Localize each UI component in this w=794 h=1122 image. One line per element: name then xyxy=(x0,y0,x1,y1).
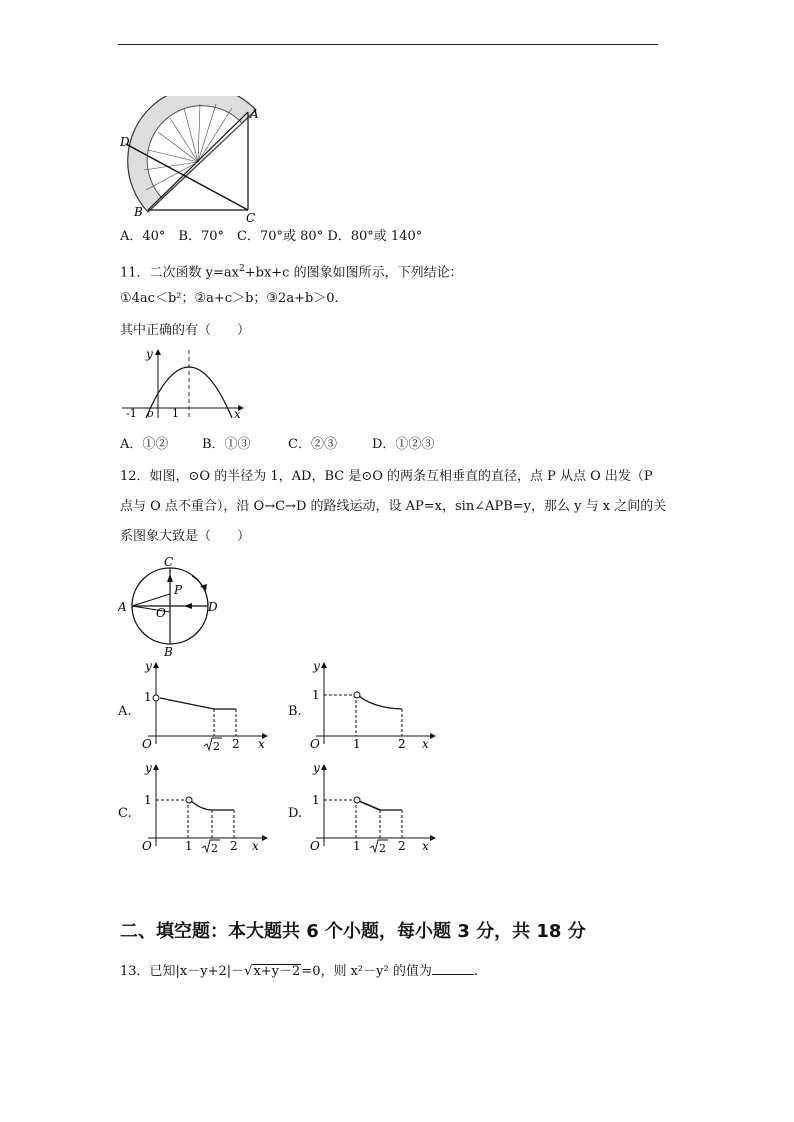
q11-ask: 其中正确的有（ ） xyxy=(120,323,251,338)
ga-o: O xyxy=(142,737,152,751)
q10-options: A．40° B．70° C．70°或 80° D．80°或 140° xyxy=(120,229,423,244)
graph-neg1: -1 xyxy=(126,407,137,420)
q13-pre: 13．已知|x－y+2|－ xyxy=(120,964,245,979)
gb-y: y xyxy=(313,659,320,673)
ga-x: x xyxy=(258,737,265,751)
graph-option-d xyxy=(306,760,442,856)
graph-y-label: y xyxy=(146,347,153,361)
label-c: C xyxy=(246,211,256,224)
gd-y: y xyxy=(313,761,320,775)
protractor-figure xyxy=(118,96,268,224)
gc-two: 2 xyxy=(230,839,238,853)
q11-stem-rest: +bx+c 的图象如图所示，下列结论： xyxy=(244,265,463,281)
q11-stem xyxy=(120,260,463,282)
q13-post: =0，则 x²－y² 的值为 xyxy=(301,964,432,979)
circle-label-c: C xyxy=(164,555,174,569)
label-b: B xyxy=(134,205,143,219)
gd-two: 2 xyxy=(398,839,406,853)
gd-one: 1 xyxy=(312,793,320,807)
parabola-graph xyxy=(118,346,248,420)
graph-one: 1 xyxy=(172,407,179,420)
answer-blank[interactable] xyxy=(432,962,474,975)
circle-label-p: P xyxy=(174,583,183,597)
q11-option-b: B．①③ xyxy=(202,437,251,452)
q12-option-a-label: A. xyxy=(118,704,132,719)
graph-origin: o xyxy=(147,407,154,420)
q12-line3: 系图象大致是（ ） xyxy=(120,529,251,544)
q12-option-b-label: B. xyxy=(288,704,302,719)
gd-o: O xyxy=(310,839,320,853)
gd-sqrt2 xyxy=(370,840,388,855)
q11-option-d: D．①②③ xyxy=(372,437,435,452)
circle-label-d: D xyxy=(208,600,218,614)
label-d: D xyxy=(120,135,130,149)
gc-sqrt2-num: 2 xyxy=(211,842,218,855)
q13 xyxy=(120,962,478,981)
q12-option-d-label: D. xyxy=(288,806,303,821)
gc-sqrt2 xyxy=(202,840,220,855)
q12-option-c-label: C. xyxy=(118,806,132,821)
gc-y: y xyxy=(145,761,152,775)
circle-label-a: A xyxy=(118,600,127,614)
gd-x: x xyxy=(422,839,429,853)
section-heading: 二、填空题：本大题共 6 个小题，每小题 3 分，共 18 分 xyxy=(120,921,586,942)
q11-conditions: ①4ac＜b²；②a+c＞b；③2a+b＞0. xyxy=(120,291,339,306)
gb-one: 1 xyxy=(312,688,320,702)
ga-two: 2 xyxy=(232,737,240,751)
ga-y: y xyxy=(145,659,152,673)
gc-x: x xyxy=(252,839,259,853)
q13-end: . xyxy=(473,964,478,979)
q11-stem-text: 11．二次函数 y=ax xyxy=(120,265,239,281)
gb-two: 2 xyxy=(398,737,406,751)
gb-one-x: 1 xyxy=(353,737,361,751)
graph-option-b xyxy=(306,658,442,754)
gc-o: O xyxy=(142,839,152,853)
q11-option-c: C．②③ xyxy=(288,437,337,452)
graph-x-label: x xyxy=(234,407,241,420)
ga-sqrt2-num: 2 xyxy=(213,740,220,753)
graph-option-c xyxy=(138,760,274,856)
circle-label-b: B xyxy=(164,645,173,658)
gb-o: O xyxy=(310,737,320,751)
graph-option-a xyxy=(138,658,274,754)
ga-one: 1 xyxy=(144,690,152,704)
q11-option-a: A．①② xyxy=(120,437,169,452)
gb-x: x xyxy=(422,737,429,751)
q12-line1: 12．如图，⊙O 的半径为 1，AD，BC 是⊙O 的两条互相垂直的直径，点 P 从点 O 出发（P xyxy=(120,469,653,484)
circle-figure xyxy=(118,554,224,658)
gc-one: 1 xyxy=(144,793,152,807)
q11-stem-sup: 2 xyxy=(239,264,245,274)
sqrt-sign-icon: √ xyxy=(244,964,253,979)
q12-line2: 点与 O 点不重合），沿 O→C→D 的路线运动，设 AP=x，sin∠APB=y，那么 y 与 x 之间的关 xyxy=(120,499,667,514)
gd-one-x: 1 xyxy=(353,839,361,853)
header-rule xyxy=(118,44,658,45)
gd-sqrt2-num: 2 xyxy=(379,842,386,855)
gc-one-x: 1 xyxy=(185,839,193,853)
protractor-icon xyxy=(128,96,256,212)
ga-sqrt2 xyxy=(204,738,222,753)
q13-radicand: x+y－2 xyxy=(253,964,301,979)
label-a: A xyxy=(250,107,259,121)
circle-label-o: O xyxy=(156,606,166,620)
